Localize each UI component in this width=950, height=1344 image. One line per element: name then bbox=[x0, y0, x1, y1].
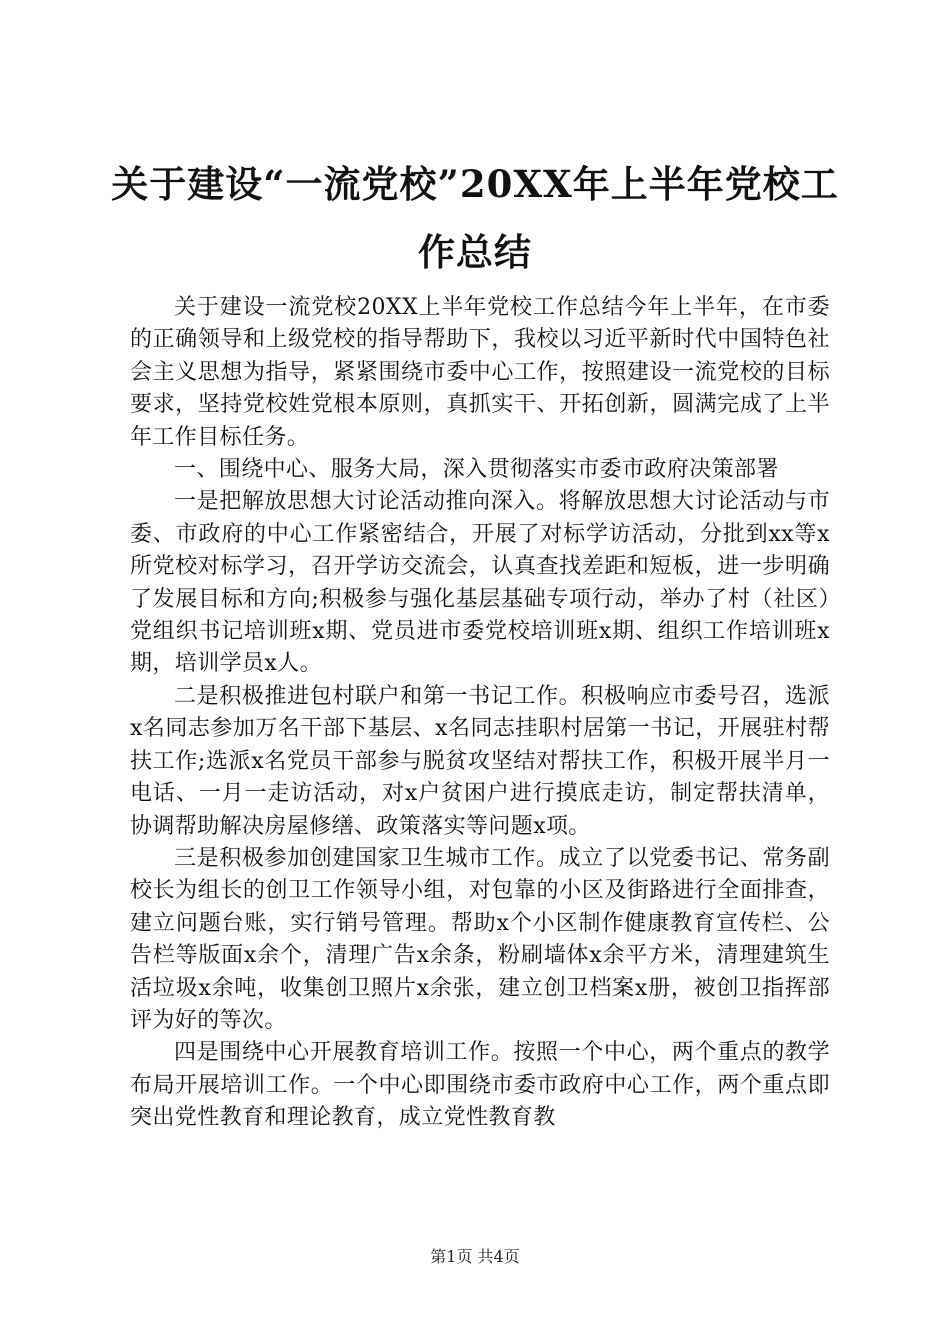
paragraph-item-3: 三是积极参加创建国家卫生城市工作。成立了以党委书记、常务副校长为组长的创卫工作领导小组，对包靠的小区及街路进行全面排查，建立问题台账，实行销号管理。帮助x个小区制作健康教育宣传栏、公告栏等版面x余个，清理广告x余条，粉刷墙体x余平方米，清理建筑生活垃圾x余吨，收集创卫照片x余张，建立创卫档案x册，被创卫指挥部评为好的等次。 bbox=[130, 845, 830, 1033]
paragraph-item-4: 四是围绕中心开展教育培训工作。按照一个中心，两个重点的教学布局开展培训工作。一个中心即围绕市委市政府中心工作，两个重点即突出党性教育和理论教育，成立党性教育教 bbox=[130, 1040, 830, 1131]
paragraph-item-2: 二是积极推进包村联户和第一书记工作。积极响应市委号召，选派x名同志参加万名干部下基层、x名同志挂职村居第一书记，开展驻村帮扶工作;选派x名党员干部参与脱贫攻坚结对帮扶工作，积极开展半月一电话、一月一走访活动，对x户贫困户进行摸底走访，制定帮扶清单，协调帮助解决房屋修缮、政策落实等问题x项。 bbox=[130, 683, 830, 839]
section-heading-1: 一、围绕中心、服务大局，深入贯彻落实市委市政府决策部署 bbox=[174, 457, 779, 483]
paragraph-intro: 关于建设一流党校20XX上半年党校工作总结今年上半年，在市委的正确领导和上级党校的指导帮助下，我校以习近平新时代中国特色社会主义思想为指导，紧紧围绕市委中心工作，按照建设一流党校的目标要求，坚持党校姓党根本原则，真抓实干、开拓创新，圆满完成了上半年工作目标任务。 bbox=[130, 295, 830, 450]
document-title-line-2: 作总结 bbox=[418, 230, 532, 274]
paragraph-item-1: 一是把解放思想大讨论活动推向深入。将解放思想大讨论活动与市委、市政府的中心工作紧密结合，开展了对标学访活动，分批到xx等x所党校对标学习，召开学访交流会，认真查找差距和短板，进一步明确了发展目标和方向;积极参与强化基层基础专项行动，举办了村（社区）党组织书记培训班x期、党员进市委党校培训班x期、组织工作培训班x期，培训学员x人。 bbox=[130, 489, 830, 677]
page-footer: 第1页 共4页 bbox=[430, 1247, 520, 1266]
document-title-line-1: 关于建设“一流党校”20XX年上半年党校工 bbox=[111, 162, 839, 206]
document-body bbox=[130, 292, 830, 1135]
